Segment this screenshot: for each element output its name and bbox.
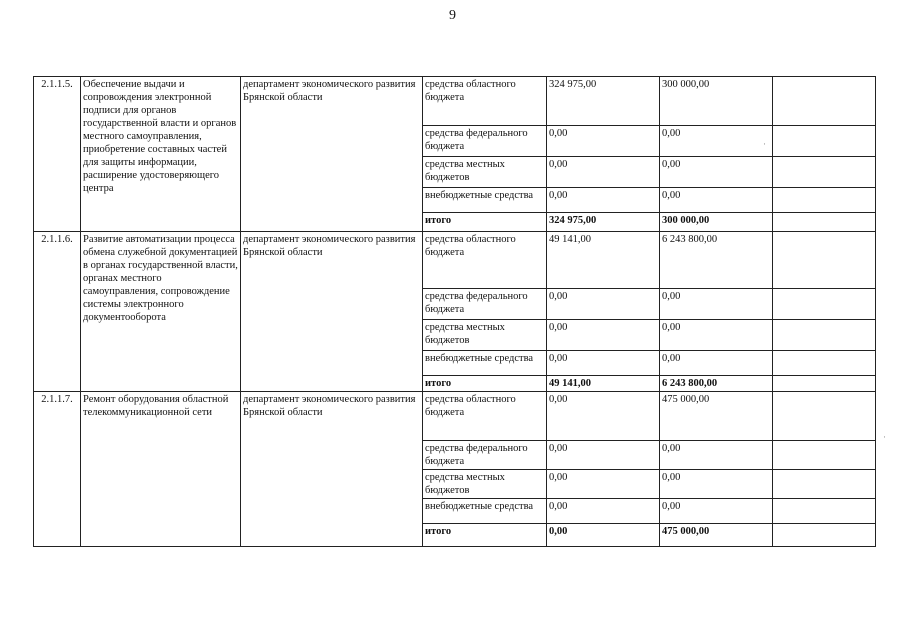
funding-value-1: 0,00 [547, 320, 660, 351]
funding-value-1: 0,00 [547, 126, 660, 157]
item-number: 2.1.1.6. [34, 232, 81, 392]
funding-value-1: 0,00 [547, 351, 660, 376]
funding-value-2: 0,00 [660, 351, 773, 376]
total-label: итого [423, 213, 547, 232]
funding-value-2: 0,00 [660, 441, 773, 470]
funding-value-1: 0,00 [547, 188, 660, 213]
empty-cell [773, 188, 876, 213]
total-label: итого [423, 376, 547, 392]
funding-value-1: 0,00 [547, 470, 660, 499]
funding-value-2: 0,00 [660, 320, 773, 351]
empty-cell [773, 392, 876, 441]
scan-mark: · [883, 432, 886, 442]
empty-cell [773, 320, 876, 351]
total-value-1: 324 975,00 [547, 213, 660, 232]
empty-cell [773, 441, 876, 470]
item-executor: департамент экономического развития Брянской области [241, 232, 423, 392]
empty-cell [773, 77, 876, 126]
item-executor: департамент экономического развития Брянской области [241, 77, 423, 232]
funding-value-1: 0,00 [547, 441, 660, 470]
item-number: 2.1.1.5. [34, 77, 81, 232]
source-row [34, 77, 876, 126]
total-value-1: 0,00 [547, 524, 660, 547]
funding-source-label: средства областного бюджета [423, 392, 547, 441]
empty-cell [773, 157, 876, 188]
funding-value-2: 0,00 [660, 470, 773, 499]
source-row [34, 232, 876, 289]
funding-source-label: средства федерального бюджета [423, 289, 547, 320]
empty-cell [773, 376, 876, 392]
funding-value-2: 300 000,00 [660, 77, 773, 126]
funding-value-1: 0,00 [547, 289, 660, 320]
funding-value-1: 0,00 [547, 499, 660, 524]
funding-source-label: внебюджетные средства [423, 499, 547, 524]
total-value-2: 300 000,00 [660, 213, 773, 232]
total-value-1: 49 141,00 [547, 376, 660, 392]
total-value-2: 6 243 800,00 [660, 376, 773, 392]
empty-cell [773, 213, 876, 232]
page-number: 9 [449, 8, 456, 23]
total-value-2: 475 000,00 [660, 524, 773, 547]
empty-cell [773, 289, 876, 320]
funding-source-label: внебюджетные средства [423, 188, 547, 213]
empty-cell [773, 470, 876, 499]
funding-source-label: средства местных бюджетов [423, 320, 547, 351]
funding-value-1: 49 141,00 [547, 232, 660, 289]
funding-value-1: 0,00 [547, 157, 660, 188]
funding-value-1: 324 975,00 [547, 77, 660, 126]
funding-source-label: средства местных бюджетов [423, 157, 547, 188]
empty-cell [773, 499, 876, 524]
scan-mark: · [763, 139, 766, 149]
funding-source-label: средства местных бюджетов [423, 470, 547, 499]
total-label: итого [423, 524, 547, 547]
budget-table [33, 76, 876, 547]
funding-source-label: внебюджетные средства [423, 351, 547, 376]
item-number: 2.1.1.7. [34, 392, 81, 547]
source-row [34, 392, 876, 441]
empty-cell [773, 126, 876, 157]
funding-value-2: 0,00 [660, 289, 773, 320]
item-name: Развитие автоматизации процесса обмена служебной документацией в органах государственной власти, органах местного самоуправления, сопровождение системы электронного документооборота [81, 232, 241, 392]
item-name: Ремонт оборудования областной телекоммуникационной сети [81, 392, 241, 547]
funding-value-2: 6 243 800,00 [660, 232, 773, 289]
funding-value-2: 0,00 [660, 188, 773, 213]
funding-value-2: 475 000,00 [660, 392, 773, 441]
item-executor: департамент экономического развития Брянской области [241, 392, 423, 547]
funding-source-label: средства федерального бюджета [423, 441, 547, 470]
funding-value-2: 0,00 [660, 157, 773, 188]
funding-value-2: 0,00 [660, 126, 773, 157]
empty-cell [773, 524, 876, 547]
funding-source-label: средства федерального бюджета [423, 126, 547, 157]
empty-cell [773, 351, 876, 376]
funding-source-label: средства областного бюджета [423, 77, 547, 126]
funding-value-1: 0,00 [547, 392, 660, 441]
empty-cell [773, 232, 876, 289]
funding-source-label: средства областного бюджета [423, 232, 547, 289]
item-name: Обеспечение выдачи и сопровождения электронной подписи для органов государственной власти и органов местного самоуправления, приобретение составных частей для защиты информации, расширение удостоверяющего центра [81, 77, 241, 232]
funding-value-2: 0,00 [660, 499, 773, 524]
